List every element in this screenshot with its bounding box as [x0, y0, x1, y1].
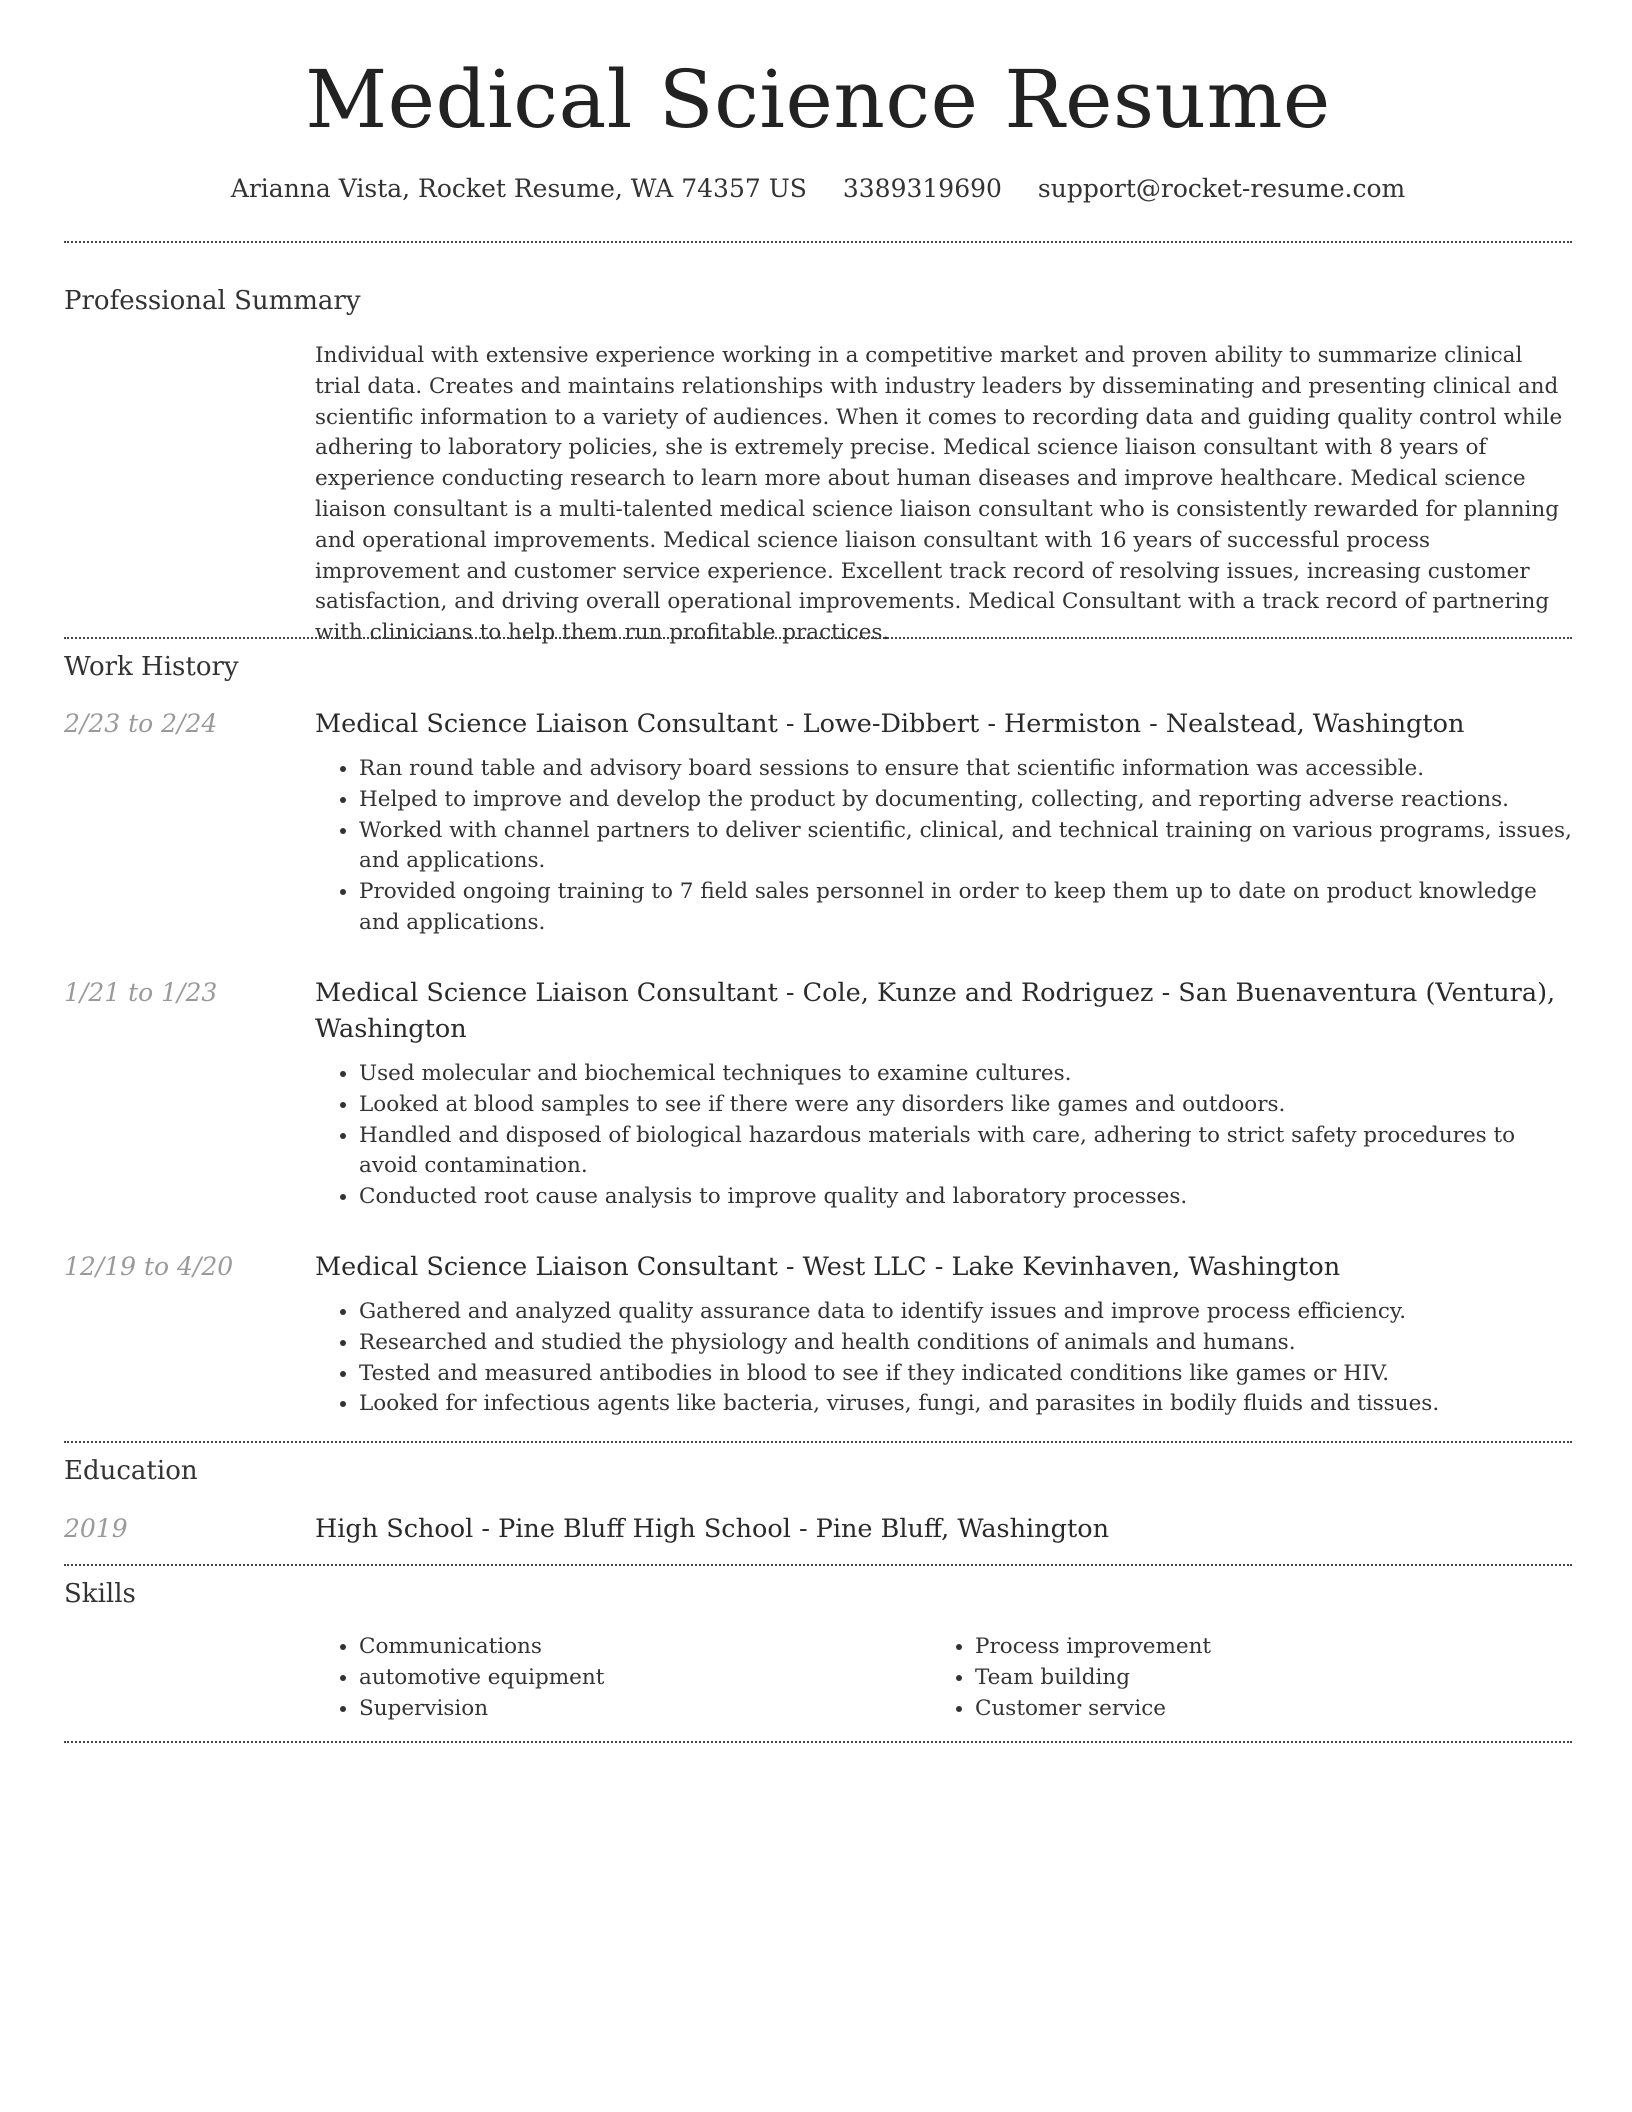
list-item: • Used molecular and biochemical techniques to examine cultures.: [359, 1059, 1572, 1090]
list-item: • automotive equipment: [359, 1663, 915, 1694]
job-dates: 2/23 to 2/24: [64, 709, 218, 738]
list-item: • Looked for infectious agents like bacteria, viruses, fungi, and parasites in bodily fluids and tissues.: [359, 1389, 1572, 1420]
list-item: • Worked with channel partners to deliver scientific, clinical, and technical training on various programs, issues, and applications.: [359, 816, 1572, 878]
contact-email: support@rocket-resume.com: [1037, 174, 1406, 203]
education-heading: Education: [64, 1456, 198, 1486]
list-item: • Tested and measured antibodies in blood to see if they indicated conditions like games or HIV.: [359, 1359, 1572, 1390]
job-dates: 1/21 to 1/23: [64, 978, 218, 1007]
list-item: • Provided ongoing training to 7 field sales personnel in order to keep them up to date on product knowledge and applications.: [359, 877, 1572, 939]
skills-list: [315, 1632, 915, 1724]
divider: [64, 1441, 1572, 1443]
contact-phone: 3389319690: [842, 174, 1002, 203]
job-bullets: [315, 754, 1572, 939]
job-bullets: [315, 1059, 1572, 1213]
skills-column-right: [931, 1632, 1531, 1724]
skills-column-left: [315, 1632, 915, 1724]
list-item: • Gathered and analyzed quality assurance data to identify issues and improve process efficiency.: [359, 1297, 1572, 1328]
list-item: • Conducted root cause analysis to improve quality and laboratory processes.: [359, 1182, 1572, 1213]
job-bullets: [315, 1297, 1572, 1420]
list-item: • Helped to improve and develop the product by documenting, collecting, and reporting adverse reactions.: [359, 785, 1572, 816]
job-title: Medical Science Liaison Consultant - Cole, Kunze and Rodriguez - San Buenaventura (Ventura), Washington: [315, 978, 1556, 1044]
job-entry: [315, 975, 1572, 1213]
list-item: • Looked at blood samples to see if there were any disorders like games and outdoors.: [359, 1090, 1572, 1121]
summary-section: [315, 341, 1572, 649]
job-entry: [315, 1249, 1572, 1420]
list-item: • Team building: [975, 1663, 1531, 1694]
list-item: • Handled and disposed of biological hazardous materials with care, adhering to strict safety procedures to avoid contamination.: [359, 1121, 1572, 1183]
skills-heading: Skills: [64, 1579, 136, 1609]
education-entry: [315, 1511, 1572, 1547]
summary-heading: Professional Summary: [64, 286, 361, 316]
skills-section: [315, 1632, 1572, 1732]
divider: [64, 637, 1572, 639]
divider: [64, 241, 1572, 243]
list-item: • Communications: [359, 1632, 915, 1663]
list-item: • Customer service: [975, 1694, 1531, 1725]
divider: [64, 1564, 1572, 1566]
work-history-heading: Work History: [64, 652, 239, 682]
list-item: • Supervision: [359, 1694, 915, 1725]
job-entry: [315, 706, 1572, 939]
contact-address: Arianna Vista, Rocket Resume, WA 74357 US: [230, 174, 807, 203]
list-item: • Ran round table and advisory board sessions to ensure that scientific information was accessible.: [359, 754, 1572, 785]
contact-line: [64, 172, 1572, 206]
education-year: 2019: [64, 1514, 128, 1543]
job-title: Medical Science Liaison Consultant - West LLC - Lake Kevinhaven, Washington: [315, 1252, 1341, 1282]
list-item: • Process improvement: [975, 1632, 1531, 1663]
job-title: Medical Science Liaison Consultant - Lowe-Dibbert - Hermiston - Nealstead, Washington: [315, 709, 1465, 739]
education-text: High School - Pine Bluff High School - Pine Bluff, Washington: [315, 1514, 1109, 1544]
summary-text: Individual with extensive experience working in a competitive market and proven ability to summarize clinical trial data. Creates and maintains relationships with industry leaders by disseminating and presenting clinical and scientific information to a variety of audiences. When it comes to recording data and guiding quality control while adhering to laboratory policies, she is extremely precise. Medical science liaison consultant with 8 years of experience conducting research to learn more about human diseases and improve healthcare. Medical science liaison consultant is a multi-talented medical science liaison consultant who is consistently rewarded for planning and operational improvements. Medical science liaison consultant with 16 years of successful process improvement and customer service experience. Excellent track record of resolving issues, increasing customer satisfaction, and driving overall operational improvements. Medical Consultant with a track record of partnering with clinicians to help them run profitable practices.: [315, 343, 1563, 646]
list-item: • Researched and studied the physiology and health conditions of animals and humans.: [359, 1328, 1572, 1359]
job-dates: 12/19 to 4/20: [64, 1252, 234, 1281]
page-title: Medical Science Resume: [305, 53, 1331, 146]
skills-list: [931, 1632, 1531, 1724]
divider: [64, 1741, 1572, 1743]
